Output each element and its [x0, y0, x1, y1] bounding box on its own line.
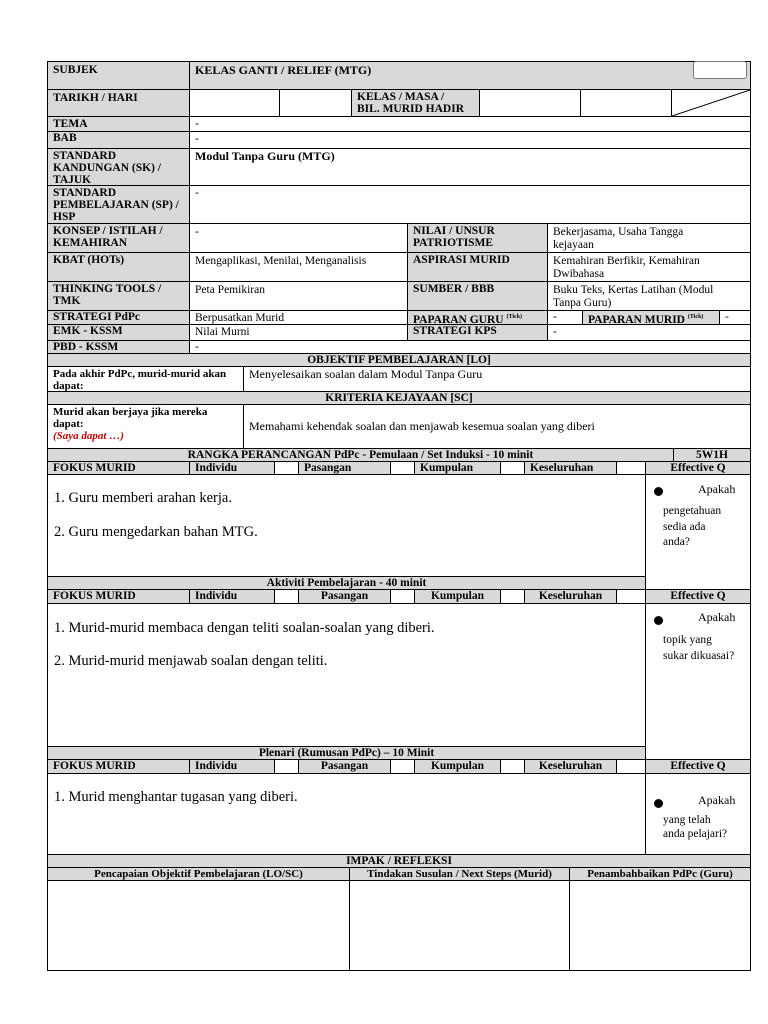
plenari-content [47, 773, 646, 855]
pbd-label: PBD - KSSM [47, 340, 190, 354]
kelas-label: KELAS / MASA / BIL. MURID HADIR [351, 89, 480, 117]
pbd-value: - [189, 340, 751, 354]
induksi-question-first: Apakah [698, 482, 736, 496]
individu-label-3: Individu [189, 759, 275, 774]
diagonal-line [672, 90, 750, 116]
aspirasi-value: Kemahiran Berfikir, Kemahiran Dwibahasa [547, 252, 751, 282]
kumpulan-check-2[interactable] [500, 589, 525, 604]
kelas-field-1[interactable] [479, 89, 581, 117]
sk-value: Modul Tanpa Guru (MTG) [189, 148, 751, 186]
objektif-label: Pada akhir PdPc, murid-murid akan dapat: [47, 366, 244, 392]
kbat-label: KBAT (HOTs) [47, 252, 190, 282]
induksi-5w1h: 5W1H [673, 448, 751, 462]
strategi-value: Berpusatkan Murid [189, 310, 408, 325]
effective-q-label-2: Effective Q [645, 589, 751, 604]
sumber-value: Buku Teks, Kertas Latihan (Modul Tanpa Guru) [547, 281, 751, 311]
pasangan-check-1[interactable] [390, 461, 415, 475]
impak-col-3-field[interactable] [569, 880, 751, 971]
objektif-value: Menyelesaikan soalan dalam Modul Tanpa Guru [243, 366, 751, 392]
kriteria-label [47, 404, 244, 449]
keseluruhan-check-1[interactable] [616, 461, 646, 475]
nilai-value: Bekerjasama, Usaha Tangga kejayaan [547, 223, 751, 253]
kumpulan-check-3[interactable] [500, 759, 525, 774]
bullet-icon [654, 799, 663, 808]
paparan-murid-tick: (Tick) [687, 314, 704, 320]
induksi-content [47, 474, 646, 577]
bab-label: BAB [47, 131, 190, 149]
subjek-label: SUBJEK [47, 61, 190, 90]
bullet-icon [654, 616, 663, 625]
plenari-item-1: 1. Murid menghantar tugasan yang diberi. [54, 789, 298, 805]
effective-q-label-1: Effective Q [645, 461, 751, 475]
kriteria-label-text: Murid akan berjaya jika mereka dapat: [53, 406, 208, 430]
plenari-question-first: Apakah [698, 793, 736, 807]
aktiviti-content [47, 603, 646, 747]
plenari-heading: Plenari (Rumusan PdPc) – 10 Minit [47, 746, 646, 760]
subjek-code-box[interactable] [693, 61, 747, 79]
individu-check-1[interactable] [274, 461, 299, 475]
sp-value: - [189, 185, 751, 224]
konsep-label: KONSEP / ISTILAH / KEMAHIRAN [47, 223, 190, 253]
kumpulan-label-3: Kumpulan [414, 759, 501, 774]
tarikh-label: TARIKH / HARI [47, 89, 190, 117]
keseluruhan-label-1: Keseluruhan [524, 461, 617, 475]
kriteria-value: Memahami kehendak soalan dan menjawab kesemua soalan yang diberi [243, 404, 751, 449]
kriteria-heading: KRITERIA KEJAYAAN [SC] [47, 391, 751, 405]
impak-col-1-header: Pencapaian Objektif Pembelajaran (LO/SC) [47, 867, 350, 881]
paparan-guru-text: PAPARAN GURU [413, 313, 504, 325]
individu-label-2: Individu [189, 589, 275, 604]
aspirasi-label: ASPIRASI MURID [407, 252, 548, 282]
konsep-value: - [189, 223, 408, 253]
paparan-murid-text: PAPARAN MURID [588, 313, 685, 325]
paparan-guru-value[interactable]: - [547, 310, 583, 325]
objektif-heading: OBJEKTIF PEMBELAJARAN [LO] [47, 353, 751, 367]
keseluruhan-check-3[interactable] [616, 759, 646, 774]
tema-value: - [189, 116, 751, 132]
aktiviti-question-cell [645, 603, 751, 760]
emk-label: EMK - KSSM [47, 324, 190, 341]
impak-col-2-field[interactable] [349, 880, 570, 971]
nilai-label: NILAI / UNSUR PATRIOTISME [407, 223, 548, 253]
kumpulan-check-1[interactable] [500, 461, 525, 475]
kumpulan-label-1: Kumpulan [414, 461, 501, 475]
pasangan-label-3: Pasangan [298, 759, 391, 774]
sk-label: STANDARD KANDUNGAN (SK) / TAJUK [47, 148, 190, 186]
induksi-item-1: 1. Guru memberi arahan kerja. [54, 490, 232, 506]
plenari-question-cell [645, 773, 751, 855]
kumpulan-label-2: Kumpulan [414, 589, 501, 604]
effective-q-label-3: Effective Q [645, 759, 751, 774]
individu-label-1: Individu [189, 461, 275, 475]
aktiviti-heading: Aktiviti Pembelajaran - 40 minit [47, 576, 646, 590]
keseluruhan-check-2[interactable] [616, 589, 646, 604]
tarikh-field-1[interactable] [189, 89, 280, 117]
aktiviti-item-2: 2. Murid-murid menjawab soalan dengan teliti. [54, 653, 328, 669]
kelas-field-3[interactable] [671, 89, 751, 117]
keseluruhan-label-3: Keseluruhan [524, 759, 617, 774]
sumber-label: SUMBER / BBB [407, 281, 548, 311]
bab-value: - [189, 131, 751, 149]
kriteria-label-red: (Saya dapat …) [53, 430, 124, 442]
fokus-murid-label-1: FOKUS MURID [47, 461, 190, 475]
induksi-question-rest: pengetahuan sedia ada anda? [663, 505, 722, 548]
bullet-icon [654, 487, 663, 496]
kbat-value: Mengaplikasi, Menilai, Menganalisis [189, 252, 408, 282]
aktiviti-item-1: 1. Murid-murid membaca dengan teliti soalan-soalan yang diberi. [54, 620, 435, 636]
keseluruhan-label-2: Keseluruhan [524, 589, 617, 604]
induksi-question-cell [645, 474, 751, 590]
emk-value: Nilai Murni [189, 324, 408, 341]
strategi-label: STRATEGI PdPc [47, 310, 190, 325]
paparan-murid-label [582, 310, 720, 325]
thinking-tools-value: Peta Pemikiran [189, 281, 408, 311]
impak-col-3-header: Penambahbaikan PdPc (Guru) [569, 867, 751, 881]
kelas-field-2[interactable] [580, 89, 672, 117]
induksi-heading: RANGKA PERANCANGAN PdPc - Pemulaan / Set Induksi - 10 minit [47, 448, 674, 462]
sp-label: STANDARD PEMBELAJARAN (SP) / HSP [47, 185, 190, 224]
kps-label: STRATEGI KPS [407, 324, 548, 341]
impak-col-2-header: Tindakan Susulan / Next Steps (Murid) [349, 867, 570, 881]
subjek-value: KELAS GANTI / RELIEF (MTG) [189, 61, 751, 90]
paparan-guru-label [407, 310, 548, 325]
individu-check-2[interactable] [274, 589, 299, 604]
paparan-guru-tick: (Tick) [506, 314, 523, 320]
tema-label: TEMA [47, 116, 190, 132]
pasangan-check-2[interactable] [390, 589, 415, 604]
aktiviti-question-rest: topik yang sukar dikuasai? [663, 634, 735, 662]
pasangan-label-2: Pasangan [298, 589, 391, 604]
impak-col-1-field[interactable] [47, 880, 350, 971]
induksi-item-2: 2. Guru mengedarkan bahan MTG. [54, 524, 258, 540]
aktiviti-question-first: Apakah [698, 610, 736, 624]
plenari-question-rest: yang telah anda pelajari? [663, 814, 728, 840]
pasangan-label-1: Pasangan [298, 461, 391, 475]
paparan-murid-value[interactable]: - [719, 310, 751, 325]
fokus-murid-label-3: FOKUS MURID [47, 759, 190, 774]
pasangan-check-3[interactable] [390, 759, 415, 774]
individu-check-3[interactable] [274, 759, 299, 774]
tarikh-field-2[interactable] [279, 89, 352, 117]
thinking-tools-label: THINKING TOOLS / TMK [47, 281, 190, 311]
kps-value: - [547, 324, 751, 341]
fokus-murid-label-2: FOKUS MURID [47, 589, 190, 604]
impak-heading: IMPAK / REFLEKSI [47, 854, 751, 868]
